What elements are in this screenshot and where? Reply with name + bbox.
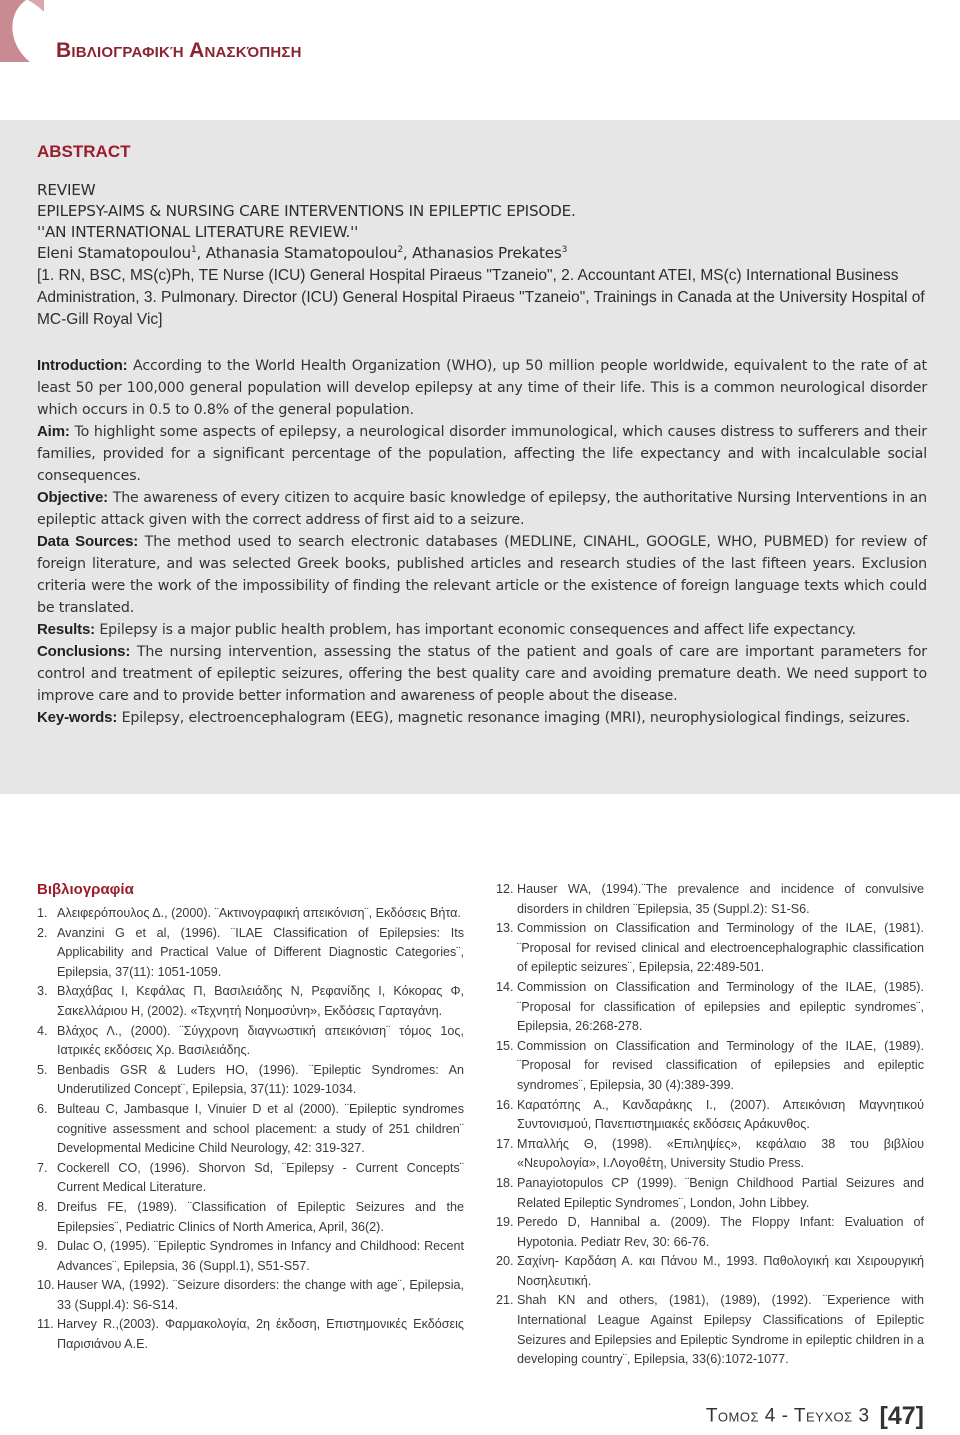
reference-item xyxy=(37,1315,464,1354)
reference-text: Hauser WA, (1994).¨The prevalence and incidence of convulsive disorders in children ¨Epilepsia, 35 (Suppl.2): S1-S6. xyxy=(517,882,924,916)
reference-item xyxy=(37,904,464,924)
keywords xyxy=(37,707,927,729)
reference-number: 3. xyxy=(37,984,48,999)
reference-item xyxy=(37,1237,464,1276)
reference-item xyxy=(496,1174,924,1213)
issue-info: Τομος 4 - Τευχος 3 xyxy=(705,1405,870,1427)
reference-text: Peredo D, Hannibal a. (2009). The Floppy Infant: Evaluation of Hypotonia. Pediatr Rev, 30: 66-76. xyxy=(517,1215,924,1249)
section-label: Data Sources: xyxy=(37,533,139,550)
reference-number: 19. xyxy=(496,1215,514,1230)
reference-item xyxy=(496,919,924,978)
reference-text: Μπαλλής Θ, (1998). «Επιληψίες», κεφάλαιο 38 του βιβλίου «Νευρολογία», Ι.Λογοθέτη, University Studio Press. xyxy=(517,1136,924,1171)
reference-item xyxy=(496,880,924,919)
section-text: The method used to search electronic databases (MEDLINE, CINAHL, GOOGLE, WHO, PUBMED) for review of foreign literature, and was selected Greek books, published articles and research studies of the last fifteen years. Exclusion criteria were the work of the impossibility of finding the relevant article or the existence of foreign language texts which could be translated. xyxy=(37,534,927,616)
author-name: Eleni Stamatopoulou xyxy=(37,244,191,262)
reference-number: 4. xyxy=(37,1023,48,1038)
author-index: 2 xyxy=(397,244,403,255)
reference-text: Dulac O, (1995). ¨Epileptic Syndromes in Infancy and Childhood: Recent Advances¨, Epilepsia, 36 (Suppl.1), S51-S57. xyxy=(57,1239,464,1273)
section-text: Epilepsy is a major public health problem, has important economic consequences and affect life expectancy. xyxy=(99,622,857,638)
keywords-label: Key-words: xyxy=(37,709,118,726)
reference-text: Shah KN and others, (1981), (1989), (1992). ¨Experience with International League Against Epilepsy Classifications of Epileptic Seizures and Epilepsies and Epileptic Syndrome in epileptic children in a developing country¨, Epilepsia, 33(6):1072-1077. xyxy=(517,1293,924,1367)
reference-item xyxy=(496,1135,924,1174)
authors: Eleni Stamatopoulou$^1$, Athanasia Stamatopoulou$^2$, Athanasios Prekates$^3$ xyxy=(37,244,568,262)
reference-number: 7. xyxy=(37,1160,48,1175)
reference-number: 9. xyxy=(37,1239,48,1254)
references-left-column xyxy=(37,904,464,1355)
reference-text: Commission on Classification and Terminology of the ILAE, (1981). ¨Proposal for revised clinical and electroencephalographic classification of epileptic seizures¨, Epilepsia, 22:489-501. xyxy=(517,921,924,975)
reference-number: 6. xyxy=(37,1101,48,1116)
reference-text: Καρατόπης Α., Κανδαράκης Ι., (2007). Απεικόνιση Μαγνητικού Συντονισμού, Πανεπιστημιακές εκδόσεις Αράκυνθος. xyxy=(517,1097,924,1132)
reference-number: 21. xyxy=(496,1293,514,1308)
reference-item xyxy=(496,1213,924,1252)
reference-item xyxy=(37,1022,464,1061)
reference-text: Cockerell CO, (1996). Shorvon Sd, ¨Epilepsy - Current Concepts¨ Current Medical Literature. xyxy=(57,1160,464,1195)
reference-number: 20. xyxy=(496,1254,514,1269)
reference-number: 18. xyxy=(496,1175,514,1190)
author-name: Athanasios Prekates xyxy=(412,244,562,262)
reference-item xyxy=(496,1252,924,1291)
abstract-body xyxy=(37,355,927,729)
reference-text: Panayiotopulos CP (1999). ¨Benign Childhood Partial Seizures and Related Epileptic Syndromes¨, London, John Libbey. xyxy=(517,1175,924,1210)
section-title: Βιβλιογραφική Ανασκόπηση xyxy=(56,39,302,62)
reference-text: Βλάχος Λ., (2000). ¨Σύγχρονη διαγνωστική απεικόνιση¨ τόμος 1ος, Ιατρικές εκδόσεις Χρ. Βασιλειάδης. xyxy=(57,1023,464,1058)
abstract-section xyxy=(37,355,927,421)
reference-text: Avanzini G et al, (1996). ¨ILAE Classification of Epilepsies: Its Applicability and Practical Value of Different Diagnostic Categories¨, Epilepsia, 37(11): 1051-1059. xyxy=(57,925,464,979)
section-text: According to the World Health Organization (WHO), up 50 million people worldwide, equivalent to the rate of at least 50 per 100,000 general population will develop epilepsy at any time of their life. This is a common neurological disorder which occurs in 0.5 to 0.8% of the general population. xyxy=(37,358,927,418)
reference-text: Benbadis GSR & Luders HO, (1996). ¨Epileptic Syndromes: An Underutilized Concept¨, Epilepsia, 37(11): 1029-1034. xyxy=(57,1062,464,1097)
reference-number: 2. xyxy=(37,925,48,940)
reference-text: Βλαχάβας Ι, Κεφάλας Π, Βασιλειάδης Ν, Ρεφανίδης Ι, Κόκορας Φ, Σακελλάριου Η, (2002). «Τεχνητή Νοημοσύνη», Εκδόσεις Γαρταγάνη. xyxy=(57,984,464,1018)
keywords-text: Epilepsy, electroencephalogram (EEG), magnetic resonance imaging (MRI), neurophysiological findings, seizures. xyxy=(121,710,911,726)
section-text: To highlight some aspects of epilepsy, a neurological disorder immunological, which causes distress to sufferers and their families, provided for a significant percentage of the population, affecting the life expectancy and with incalculable social consequences. xyxy=(37,424,927,484)
article-title: EPILEPSY-AIMS & NURSING CARE INTERVENTIONS IN EPILEPTIC EPISODE. xyxy=(37,202,576,220)
abstract-section xyxy=(37,531,927,619)
section-label: Aim: xyxy=(37,423,70,440)
reference-number: 14. xyxy=(496,979,514,994)
section-label: Objective: xyxy=(37,489,109,506)
section-text: The awareness of every citizen to acquire basic knowledge of epilepsy, the authoritative Nursing Interventions in an epileptic attack given with the correct address of first aid to a seizure. xyxy=(37,490,927,528)
abstract-box xyxy=(0,120,960,794)
author-index: 3 xyxy=(561,244,568,255)
reference-item xyxy=(496,1096,924,1135)
author-name: Athanasia Stamatopoulou xyxy=(205,244,398,262)
reference-text: Commission on Classification and Terminology of the ILAE, (1985). ¨Proposal for classification of epilepsies and epileptic syndromes¨, Epilepsia, 26:268-278. xyxy=(517,979,924,1034)
article-subtitle: ''AN INTERNATIONAL LITERATURE REVIEW.'' xyxy=(37,223,359,241)
abstract-section xyxy=(37,641,927,707)
article-type: REVIEW xyxy=(37,181,96,199)
reference-item xyxy=(37,1159,464,1198)
reference-number: 1. xyxy=(37,906,48,920)
section-label: Introduction: xyxy=(37,357,128,374)
reference-text: Commission on Classification and Terminology of the ILAE, (1989). ¨Proposal for revised classification of epilepsies and epileptic syndromes¨, Epilepsia, 30 (4):389-399. xyxy=(517,1038,924,1092)
reference-number: 15. xyxy=(496,1038,514,1053)
abstract-section xyxy=(37,619,927,641)
reference-item xyxy=(496,1291,924,1369)
reference-number: 12. xyxy=(496,882,514,896)
reference-text: Harvey R.,(2003). Φαρμακολογία, 2η έκδοση, Επιστημονικές Εκδόσεις Παρισιάνου Α.Ε. xyxy=(57,1317,464,1352)
reference-item xyxy=(496,978,924,1037)
reference-number: 13. xyxy=(496,921,514,936)
references-title: Βιβλιογραφία xyxy=(37,881,134,898)
reference-item xyxy=(37,924,464,983)
section-text: The nursing intervention, assessing the status of the patient and goals of care are important parameters for control and treatment of epileptic seizures, offering the best quality care and avoiding premature death. We need support to improve care and to provide better information and awareness of people about the disease. xyxy=(37,644,927,704)
page-footer xyxy=(706,1402,924,1431)
abstract-section xyxy=(37,421,927,487)
reference-item xyxy=(37,1198,464,1237)
reference-item xyxy=(37,1100,464,1159)
author-index: 1 xyxy=(190,244,197,255)
page-number: [47] xyxy=(879,1402,924,1430)
reference-number: 16. xyxy=(496,1097,514,1112)
reference-number: 11. xyxy=(37,1317,54,1332)
reference-item xyxy=(37,982,464,1021)
references-right-column xyxy=(496,880,924,1370)
reference-text: Σαχίνη- Καρδάση Α. και Πάνου Μ., 1993. Παθολογική και Χειρουργική Νοσηλευτική. xyxy=(517,1254,924,1288)
reference-number: 5. xyxy=(37,1062,48,1077)
reference-text: Αλειφερόπουλος Δ., (2000). ¨Ακτινογραφική απεικόνιση¨, Εκδόσεις Βήτα. xyxy=(57,906,461,920)
reference-item xyxy=(37,1061,464,1100)
reference-item xyxy=(37,1276,464,1315)
reference-text: Dreifus FE, (1989). ¨Classification of Epileptic Seizures and the Epilepsies¨, Pediatric Clinics of North America, April, 36(2). xyxy=(57,1199,464,1234)
reference-number: 10. xyxy=(37,1278,55,1293)
reference-text: Bulteau C, Jambasque I, Vinuier D et al (2000). ¨Epileptic syndromes cognitive assessment and school placement: a study of 251 children¨ Developmental Medicine Child Neurology, 42: 319-327. xyxy=(57,1101,464,1156)
abstract-section xyxy=(37,487,927,531)
reference-item xyxy=(496,1037,924,1096)
reference-number: 8. xyxy=(37,1199,48,1214)
abstract-heading: ABSTRACT xyxy=(37,142,131,161)
journal-logo-icon xyxy=(0,0,44,62)
section-label: Conclusions: xyxy=(37,643,131,660)
affiliations: [1. RN, BSC, MS(c)Ph, TE Nurse (ICU) General Hospital Piraeus "Tzaneio", 2. Accountant ATEI, MS(c) International Business Administration, 3. Pulmonary. Director (ICU) General Hospital Piraeus "Tzaneio", Trainings in Canada at the University Hospital of MC-Gill Royal Vic] xyxy=(37,267,925,328)
reference-text: Hauser WA, (1992). ¨Seizure disorders: the change with age¨, Epilepsia, 33 (Suppl.4): S6-S14. xyxy=(57,1278,464,1312)
reference-number: 17. xyxy=(496,1136,514,1151)
section-label: Results: xyxy=(37,621,95,638)
